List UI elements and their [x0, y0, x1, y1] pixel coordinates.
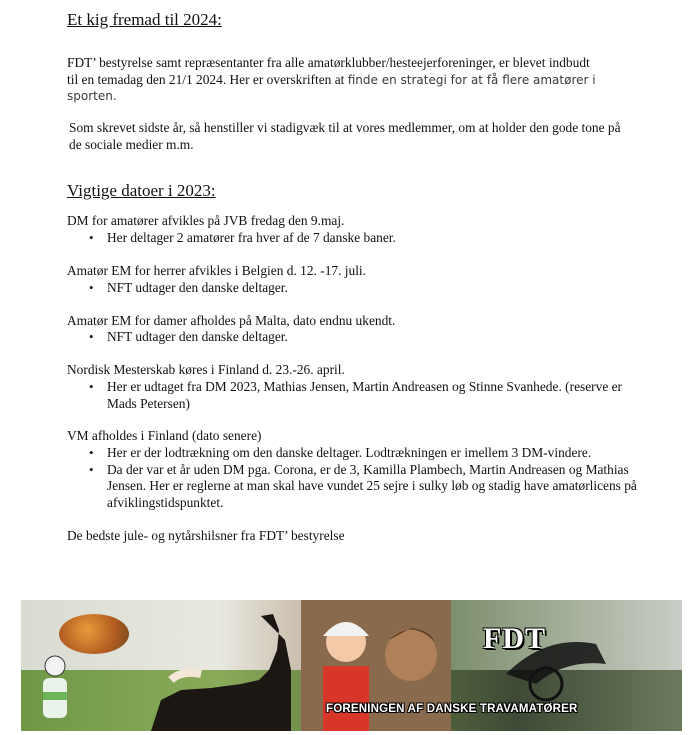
paragraph-temadag-soft: finde en strategi for at få flere amatører i sporten. — [67, 72, 596, 103]
banner-caption: FORENINGEN AF DANSKE TRAVAMATØRER — [326, 703, 578, 715]
rider-icon — [33, 652, 73, 731]
event-bullets-vm — [67, 445, 647, 511]
bullet-icon: • — [89, 445, 94, 460]
bullet-icon: • — [89, 379, 94, 394]
bullet-text: Her deltager 2 amatører fra hver af de 7 danske baner. — [107, 230, 396, 245]
bullet-text: Her er udtaget fra DM 2023, Mathias Jensen, Martin Andreasen og Stinne Svanhede. (reserve er Mads Petersen) — [107, 379, 623, 411]
event-title-em-damer: Amatør EM for damer afholdes på Malta, dato endnu ukendt. — [67, 313, 396, 328]
closing-greeting: De bedste jule- og nytårshilsner fra FDT’ bestyrelse — [67, 528, 345, 543]
event-title-em-herrer: Amatør EM for herrer afvikles i Belgien d. 12. -17. juli. — [67, 263, 366, 278]
bullet-icon: • — [89, 329, 94, 344]
list-item — [67, 462, 647, 512]
list-item — [67, 230, 647, 247]
list-item — [67, 280, 647, 297]
list-item — [67, 329, 647, 346]
bullet-text: NFT udtager den danske deltager. — [107, 280, 288, 295]
bullet-text: Her er der lodtrækning om den danske deltager. Lodtrækningen er imellem 3 DM-vindere. — [107, 445, 592, 460]
bullet-text: Da der var et år uden DM pga. Corona, er de 3, Kamilla Plambech, Martin Andreasen og Mathias Jensen. Her er reglerne at man skal have vundet 25 sejre i sulky løb og stadig have amatørlicens på afviklingstidspunktet. — [107, 461, 637, 510]
event-title-nordisk: Nordisk Mesterskab køres i Finland d. 23.-26. april. — [67, 362, 345, 377]
flower-bush-icon — [59, 614, 129, 654]
horse-icon — [141, 610, 291, 731]
event-bullets-em-herrer — [67, 280, 647, 297]
bullet-text: NFT udtager den danske deltager. — [107, 329, 288, 344]
heading-look-ahead: Et kig fremad til 2024: — [67, 10, 222, 29]
event-bullets-nordisk — [67, 379, 627, 412]
bullet-icon: • — [89, 461, 94, 477]
bullet-icon: • — [89, 230, 94, 245]
paragraph-social-media: Som skrevet sidste år, så henstiller vi stadigvæk til at vores medlemmer, om at holder den gode tone på de sociale medier m.m. — [69, 120, 621, 152]
list-item — [67, 445, 647, 462]
event-bullets-dm — [67, 230, 647, 247]
event-title-vm: VM afholdes i Finland (dato senere) — [67, 428, 262, 443]
bullet-icon: • — [89, 280, 94, 295]
list-item — [67, 379, 627, 412]
paragraph-temadag-main: FDT’ bestyrelse samt repræsentanter fra alle amatørklubber/hesteejerforeninger, er blevet indbudt til en temadag den 21/1 2024. Her er overskriften at — [67, 55, 590, 87]
heading-important-dates: Vigtige datoer i 2023: — [67, 181, 216, 200]
event-title-dm: DM for amatører afvikles på JVB fredag den 9.maj. — [67, 213, 345, 228]
fdt-banner-image — [21, 600, 682, 731]
fdt-logo-text: FDT — [483, 622, 546, 655]
event-bullets-em-damer — [67, 329, 647, 346]
paragraph-temadag — [67, 55, 602, 105]
